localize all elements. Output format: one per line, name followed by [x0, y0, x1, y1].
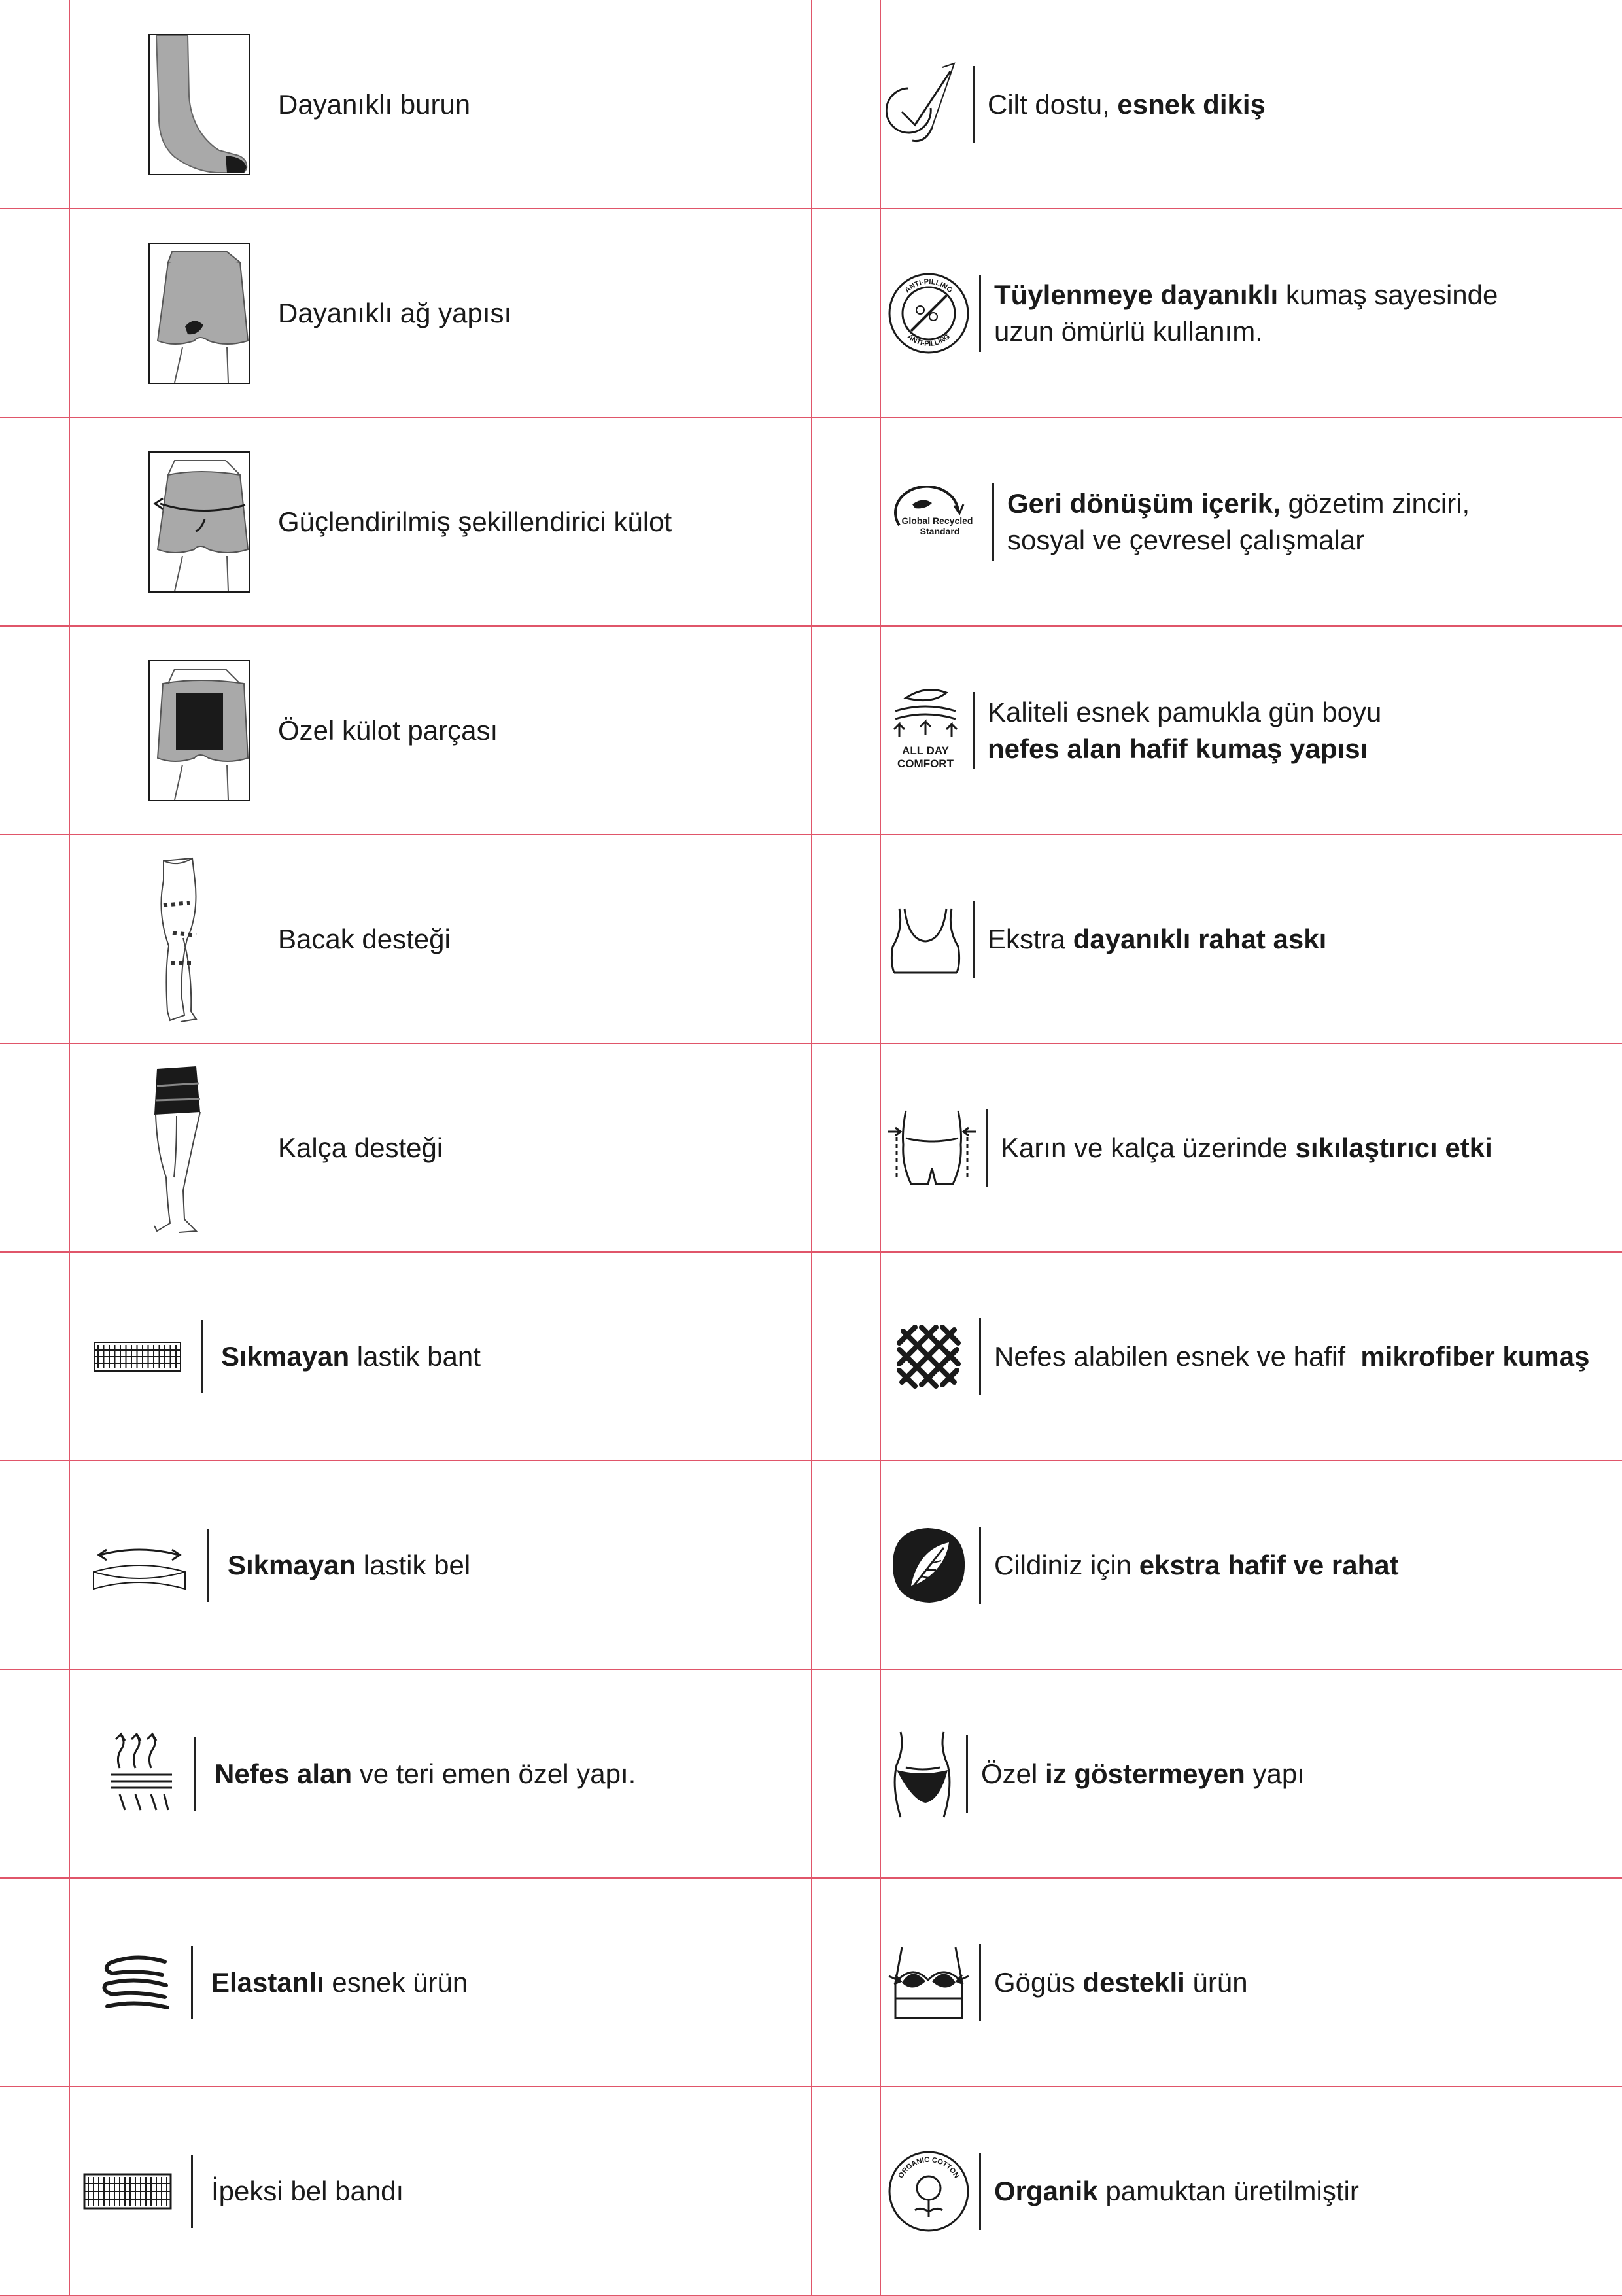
- feature-label: [994, 277, 1498, 350]
- text: pamuktan üretilmiştir: [1097, 2175, 1359, 2206]
- text: ve teri emen özel yapı.: [352, 1758, 636, 1789]
- feature-item-left: [78, 2087, 404, 2295]
- feature-label: [278, 295, 511, 332]
- silky-waistband-icon: [78, 2165, 177, 2218]
- text: lastik bant: [349, 1340, 481, 1372]
- comfort-badge-top: ALL DAY: [902, 744, 949, 757]
- feature-item-right: [886, 417, 1619, 626]
- separator-bar: [973, 692, 975, 769]
- text: Özel: [981, 1758, 1046, 1789]
- feature-label: [988, 694, 1381, 767]
- separator-bar: [194, 1737, 196, 1811]
- text: yapı: [1245, 1758, 1305, 1789]
- bold-text: Geri dönüşüm içerik,: [1007, 487, 1281, 519]
- separator-bar: [992, 483, 994, 561]
- separator-bar: [986, 1109, 988, 1187]
- text: Güçlendirilmiş şekillendirici külot: [278, 506, 672, 537]
- bold-text: ekstra hafif ve rahat: [1139, 1549, 1399, 1580]
- text: Kaliteli esnek pamukla gün boyu: [988, 696, 1382, 727]
- feature-item-left: [85, 1461, 470, 1669]
- separator-bar: [966, 1735, 968, 1813]
- grid-vertical-line: [69, 0, 70, 2295]
- feature-item-right: [886, 835, 1619, 1043]
- svg-text:ANTI-PILLING: [906, 332, 952, 347]
- seamless-brief-icon: [886, 1728, 958, 1820]
- feature-label-line: [988, 921, 1326, 958]
- feature-label: [1007, 485, 1470, 559]
- bold-text: mikrofiber kumaş: [1360, 1340, 1590, 1372]
- separator-bar: [973, 901, 975, 978]
- feature-label: [994, 1964, 1248, 2001]
- text: İpeksi bel bandı: [211, 2175, 404, 2206]
- feature-item-right: [886, 1043, 1619, 1252]
- separator-bar: [979, 1944, 981, 2021]
- soft-stitch-icon: [886, 62, 965, 147]
- feature-label: [994, 1338, 1589, 1375]
- feature-label-line: [994, 1964, 1248, 2001]
- feature-label: [278, 921, 451, 958]
- microfiber-icon: [886, 1314, 971, 1399]
- feature-label: [278, 86, 470, 123]
- bold-text: Sıkmayan: [228, 1549, 356, 1580]
- feature-label: [211, 1964, 468, 2001]
- separator-bar: [979, 275, 981, 352]
- elastic-waist-icon: [85, 1533, 193, 1598]
- feature-label-line: [988, 86, 1266, 123]
- text: Cildiniz için: [994, 1549, 1139, 1580]
- separator-bar: [979, 1318, 981, 1395]
- feature-label-line: [994, 1547, 1399, 1584]
- bold-text: destekli: [1082, 1966, 1185, 1998]
- feature-label-line: [988, 694, 1381, 731]
- anti-pilling-badge-bottom: ANTI-PILLING: [906, 332, 952, 348]
- feature-item-right: [886, 2087, 1619, 2295]
- separator-bar: [191, 1946, 193, 2019]
- grid-vertical-line: [811, 0, 812, 2295]
- grs-badge-top: Global Recycled: [901, 515, 973, 526]
- feature-label: [988, 921, 1326, 958]
- feature-item-right: [886, 1252, 1619, 1461]
- all-day-comfort-icon: [886, 685, 965, 776]
- feature-item-right: [886, 1878, 1619, 2087]
- feature-label-line: [1007, 485, 1470, 522]
- organic-cotton-icon: [886, 2149, 971, 2234]
- breathable-icon: [105, 1731, 180, 1817]
- feature-label: [278, 504, 672, 540]
- text: esnek ürün: [324, 1966, 468, 1998]
- text: Kalça desteği: [278, 1132, 443, 1163]
- feature-label-line: [994, 313, 1498, 350]
- separator-bar: [979, 1527, 981, 1604]
- text: Nefes alabilen esnek ve hafif: [994, 1340, 1361, 1372]
- feature-label-line: [1007, 522, 1470, 559]
- bust-support-icon: [886, 1943, 971, 2022]
- feature-label-line: [1001, 1130, 1493, 1166]
- text: Karın ve kalça üzerinde: [1001, 1132, 1296, 1163]
- feature-item-left: [147, 0, 470, 209]
- feature-label: [211, 2173, 404, 2210]
- gusset-icon: [147, 243, 252, 384]
- elastane-icon: [95, 1950, 177, 2015]
- bold-text: iz göstermeyen: [1045, 1758, 1245, 1789]
- feature-label: [278, 712, 498, 749]
- grs-badge-bottom: Standard: [920, 525, 960, 536]
- bold-text: Tüylenmeye dayanıklı: [994, 279, 1279, 310]
- feature-item-left: [95, 1878, 468, 2087]
- special-brief-panel-icon: [147, 660, 252, 801]
- text: kumaş sayesinde: [1278, 279, 1498, 310]
- text: Gögüs: [994, 1966, 1083, 1998]
- bold-text: sıkılaştırıcı etki: [1295, 1132, 1493, 1163]
- feature-label-line: [994, 2173, 1359, 2210]
- text: ürün: [1184, 1966, 1248, 1998]
- leg-support-icon: [141, 854, 213, 1024]
- feature-item-right: [886, 626, 1619, 835]
- bold-text: esnek dikiş: [1117, 88, 1266, 120]
- feature-item-left: [147, 417, 672, 626]
- feature-label: [278, 1130, 443, 1166]
- feature-label: [228, 1547, 470, 1584]
- feature-label: [215, 1756, 636, 1792]
- text: Özel külot parçası: [278, 714, 498, 746]
- svg-text:ANTI-PILLING: [903, 277, 954, 294]
- feature-label-line: [988, 731, 1381, 767]
- anti-pilling-badge-top: ANTI-PILLING: [903, 277, 954, 294]
- feature-item-left: [147, 209, 511, 417]
- text: Ekstra: [988, 923, 1073, 954]
- text: lastik bel: [356, 1549, 471, 1580]
- feature-label: [1001, 1130, 1493, 1166]
- feature-item-right: [886, 209, 1619, 417]
- feature-label: [981, 1756, 1305, 1792]
- feature-item-left: [105, 1669, 636, 1878]
- grid-vertical-line: [880, 0, 881, 2295]
- feature-label: [994, 1547, 1399, 1584]
- bold-text: Elastanlı: [211, 1966, 324, 1998]
- feather-icon: [886, 1523, 971, 1608]
- toe-reinforcement-icon: [147, 34, 252, 175]
- bold-text: Organik: [994, 2175, 1098, 2206]
- separator-bar: [979, 2153, 981, 2230]
- global-recycled-standard-icon: [886, 486, 984, 558]
- elastic-band-icon: [88, 1331, 186, 1383]
- feature-item-left: [88, 1252, 481, 1461]
- text: Bacak desteği: [278, 923, 451, 954]
- bold-text: dayanıklı rahat askı: [1073, 923, 1327, 954]
- feature-item-right: [886, 0, 1619, 209]
- comfort-badge-bottom: COMFORT: [897, 757, 954, 770]
- tummy-control-icon: [886, 1105, 978, 1191]
- feature-item-left: [141, 835, 451, 1043]
- text: sosyal ve çevresel çalışmalar: [1007, 524, 1365, 555]
- feature-item-left: [141, 1043, 443, 1252]
- bold-text: nefes alan hafif kumaş yapısı: [988, 733, 1368, 764]
- strap-icon: [886, 903, 965, 975]
- text: Dayanıklı ağ yapısı: [278, 297, 512, 328]
- bold-text: Nefes alan: [215, 1758, 353, 1789]
- separator-bar: [973, 66, 975, 143]
- anti-pilling-icon: [886, 271, 971, 356]
- text: Cilt dostu,: [988, 88, 1118, 120]
- organic-badge-top: ORGANIC COTTON: [897, 2155, 961, 2180]
- shaping-brief-icon: [147, 451, 252, 593]
- bold-text: Sıkmayan: [221, 1340, 350, 1372]
- feature-label-line: [994, 277, 1498, 313]
- feature-item-right: [886, 1669, 1619, 1878]
- text: Dayanıklı burun: [278, 88, 471, 120]
- feature-item-left: [147, 626, 498, 835]
- feature-item-right: [886, 1461, 1619, 1669]
- separator-bar: [207, 1529, 209, 1602]
- feature-label: [988, 86, 1266, 123]
- feature-label: [994, 2173, 1359, 2210]
- text: uzun ömürlü kullanım.: [994, 315, 1263, 347]
- hip-support-icon: [141, 1060, 213, 1236]
- separator-bar: [201, 1320, 203, 1393]
- feature-label: [221, 1338, 481, 1375]
- feature-label-line: [994, 1338, 1589, 1375]
- separator-bar: [191, 2155, 193, 2228]
- feature-label-line: [981, 1756, 1305, 1792]
- text: gözetim zinciri,: [1280, 487, 1470, 519]
